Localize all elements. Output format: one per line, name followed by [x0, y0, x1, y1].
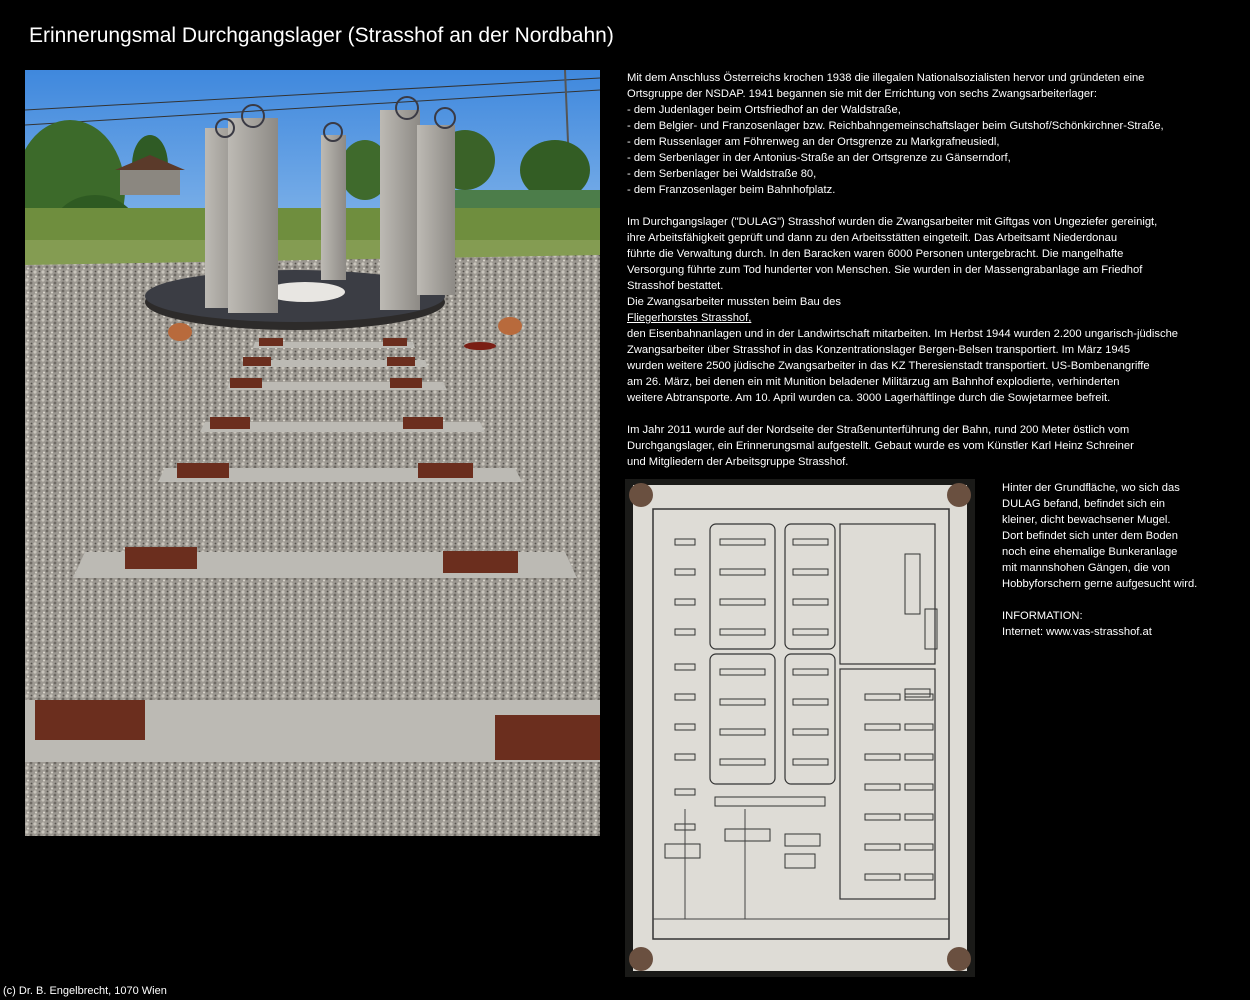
text-line: Dort befindet sich unter dem Boden: [1002, 530, 1178, 542]
text-line: ihre Arbeitsfähigkeit geprüft und dann zu den Arbeitsstätten eingeteilt. Das Arbeitsamt Niederdonau: [627, 232, 1118, 244]
fliegerhorst-link[interactable]: Fliegerhorstes Strasshof,: [627, 312, 752, 324]
paragraph-memorial: [627, 422, 1227, 470]
copyright-credit: (c) Dr. B. Engelbrecht, 1070 Wien: [3, 985, 167, 997]
text-line: den Eisenbahnanlagen und in der Landwirtschaft mitarbeiten. Im Herbst 1944 wurden 2.200 ungarisch-jüdische: [627, 328, 1179, 340]
text-line: Hobbyforschern gerne aufgesucht wird.: [1002, 578, 1198, 590]
text-line: - dem Russenlager am Föhrenweg an der Ortsgrenze zu Markgrafneusiedl,: [627, 136, 1000, 148]
text-line: - dem Serbenlager bei Waldstraße 80,: [627, 168, 817, 180]
information-label: INFORMATION:: [1002, 610, 1083, 622]
main-text: [627, 70, 1227, 486]
text-line: Die Zwangsarbeiter mussten beim Bau des: [627, 296, 841, 308]
text-line: Im Jahr 2011 wurde auf der Nordseite der Straßenunterführung der Bahn, rund 200 Meter östlich vom: [627, 424, 1130, 436]
text-line: - dem Belgier- und Franzosenlager bzw. Reichbahngemeinschaftslager beim Gutshof/Schönkirchner-Straße,: [627, 120, 1164, 132]
camp-plan-image: [625, 479, 975, 977]
internet-link[interactable]: Internet: www.vas-strasshof.at: [1002, 626, 1152, 638]
paragraph-dulag: [627, 214, 1227, 406]
text-line: am 26. März, bei denen ein mit Munition beladener Militärzug am Bahnhof explodierte, verhinderten: [627, 376, 1120, 388]
side-text: [1002, 480, 1242, 640]
text-line: Hinter der Grundfläche, wo sich das: [1002, 482, 1180, 494]
spacer: [1002, 592, 1242, 608]
text-line: kleiner, dicht bewachsener Mugel.: [1002, 514, 1171, 526]
text-line: Versorgung führte zum Tod hunderter von Menschen. Sie wurden in der Massengrabanlage am Friedhof: [627, 264, 1143, 276]
text-line: Strasshof bestattet.: [627, 280, 724, 292]
text-line: Zwangsarbeiter über Strasshof in das Konzentrationslager Bergen-Belsen transportiert. Im März 1945: [627, 344, 1131, 356]
page-title: Erinnerungsmal Durchgangslager (Strasshof an der Nordbahn): [29, 24, 614, 47]
text-line: DULAG befand, befindet sich ein: [1002, 498, 1165, 510]
text-line: Durchgangslager, ein Erinnerungsmal aufgestellt. Gebaut wurde es vom Künstler Karl Heinz Schreiner: [627, 440, 1134, 452]
text-line: Im Durchgangslager ("DULAG") Strasshof wurden die Zwangsarbeiter mit Giftgas von Ungeziefer gereinigt,: [627, 216, 1158, 228]
text-line: führte die Verwaltung durch. In den Baracken waren 6000 Personen untergebracht. Die mangelhafte: [627, 248, 1124, 260]
text-line: Mit dem Anschluss Österreichs krochen 1938 die illegalen Nationalsozialisten hervor und gründeten eine: [627, 72, 1145, 84]
text-line: - dem Franzosenlager beim Bahnhofplatz.: [627, 184, 836, 196]
text-line: - dem Serbenlager in der Antonius-Straße an der Ortsgrenze zu Gänserndorf,: [627, 152, 1011, 164]
text-line: wurden weitere 2500 jüdische Zwangsarbeiter in das KZ Theresienstadt transportiert. US-Bombenangriffe: [627, 360, 1150, 372]
text-line: weitere Abtransporte. Am 10. April wurden ca. 3000 Lagerhäftlinge durch die Sowjetarmee befreit.: [627, 392, 1111, 404]
memorial-photo: [25, 70, 600, 836]
text-line: - dem Judenlager beim Ortsfriedhof an der Waldstraße,: [627, 104, 901, 116]
text-line: und Mitgliedern der Arbeitsgruppe Strasshof.: [627, 456, 849, 468]
text-line: mit mannshohen Gängen, die von: [1002, 562, 1170, 574]
paragraph-history: [627, 70, 1227, 198]
text-line: Ortsgruppe der NSDAP. 1941 begannen sie mit der Errichtung von sechs Zwangsarbeiterlager:: [627, 88, 1097, 100]
text-line: noch eine ehemalige Bunkeranlage: [1002, 546, 1178, 558]
